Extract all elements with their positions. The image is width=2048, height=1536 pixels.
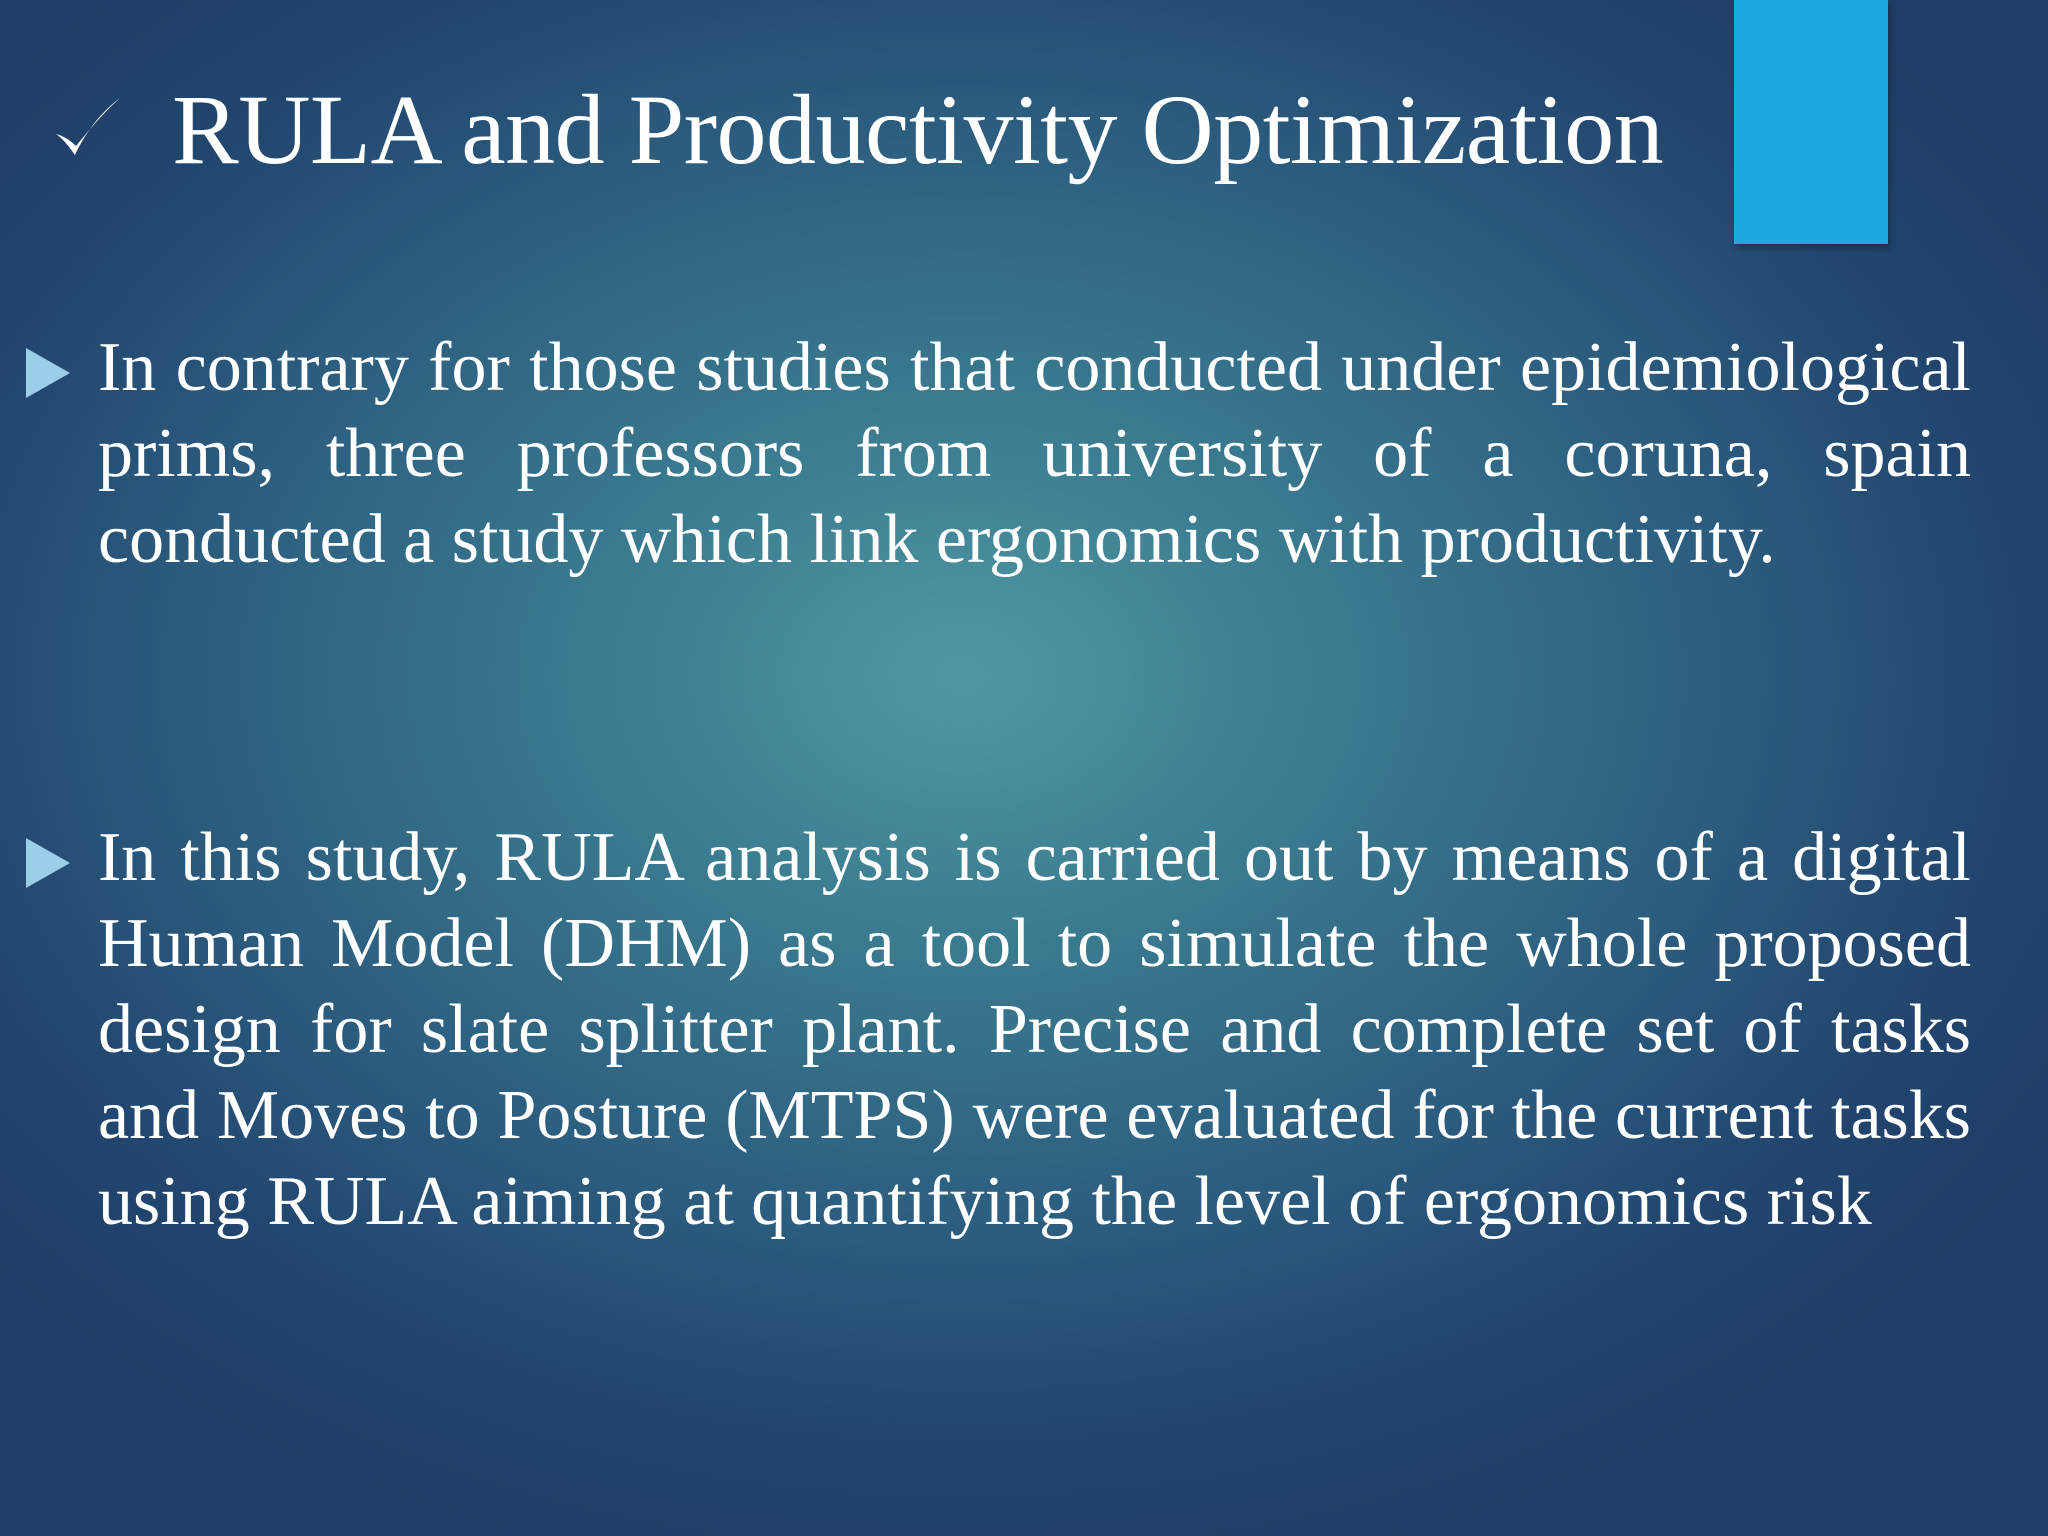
triangle-bullet-icon	[26, 838, 70, 888]
bullet-item	[26, 815, 1971, 1245]
bullet-item	[26, 325, 1971, 583]
bullet-text: In contrary for those studies that conducted under epidemiological prims, three professors from university of a coruna, spain conducted a study which link ergonomics with productivity.	[98, 329, 1971, 578]
accent-bar	[1734, 0, 1888, 244]
checkmark-icon	[48, 90, 128, 170]
triangle-bullet-icon	[26, 348, 70, 398]
bullet-text: In this study, RULA analysis is carried out by means of a digital Human Model (DHM) as a tool to simulate the whole proposed design for slate splitter plant. Precise and complete set of tasks and Moves to Posture (MTPS) were evaluated for the current tasks using RULA aiming at quantifying the level of ergonomics risk	[98, 819, 1971, 1240]
slide-title: RULA and Productivity Optimization	[172, 74, 1664, 185]
title-row	[48, 74, 1664, 185]
